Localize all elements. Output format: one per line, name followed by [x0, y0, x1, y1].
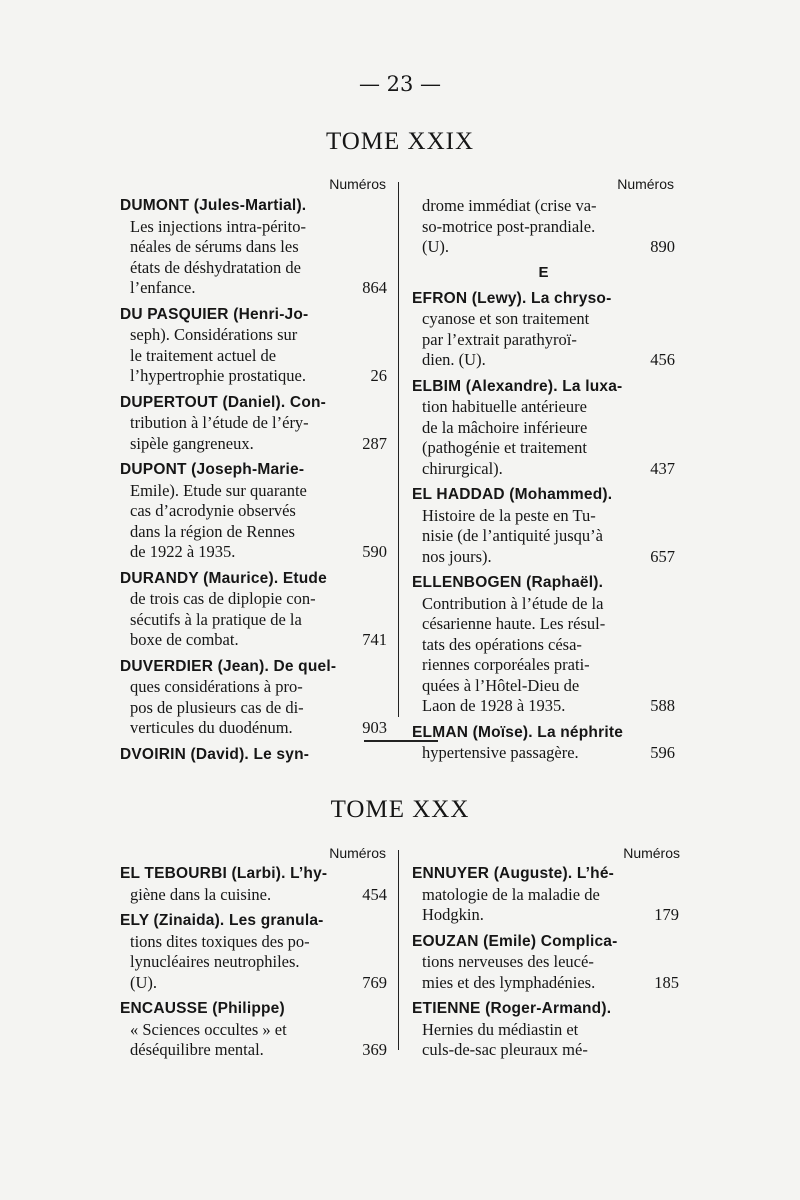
index-entry	[120, 911, 387, 993]
entries-left-column	[120, 864, 387, 1067]
entry-text-line: l’hypertrophie prostatique.	[130, 366, 306, 385]
entry-author: ELBIM (Alexandre). La luxa-	[412, 377, 623, 395]
entry-text-line: mies et des lymphadénies.	[422, 972, 596, 992]
entry-number: 864	[362, 278, 387, 297]
entry-author: DUPERTOUT (Daniel). Con-	[120, 393, 327, 411]
entry-text-line: dien. (U).	[422, 350, 486, 369]
index-entry	[412, 289, 675, 371]
column-header-left: Numéros	[329, 845, 386, 861]
index-entry	[120, 460, 387, 563]
index-entry	[120, 196, 387, 299]
entry-text-line: de 1922 à 1935.	[130, 542, 236, 561]
index-entry	[412, 377, 675, 480]
column-header-right: Numéros	[617, 176, 674, 192]
entry-text-line: seph). Considérations sur	[130, 325, 298, 344]
entry-text-line: tats des opérations césa-	[422, 634, 582, 654]
entry-author: DU PASQUIER (Henri-Jo-	[120, 305, 309, 323]
entry-text-line: Contribution à l’étude de la	[422, 593, 604, 613]
entries-right-column	[412, 196, 675, 770]
entry-text-line: (U).	[422, 237, 450, 256]
entry-number: 26	[370, 366, 387, 385]
entry-text-line: Hernies du médiastin et	[422, 1019, 579, 1039]
entry-text-line: césarienne haute. Les résul-	[422, 614, 606, 633]
index-entry	[412, 196, 675, 258]
entry-text-line: Laon de 1928 à 1935.	[422, 696, 566, 715]
entry-text-line: sipèle gangreneux.	[130, 433, 254, 453]
entry-text-line: (U).	[130, 972, 158, 992]
entry-text-line: de trois cas de diplopie con-	[130, 589, 316, 608]
entry-text-line: Hodgkin.	[422, 905, 484, 924]
tome-title: TOME XXX	[330, 796, 470, 823]
entry-author: ELLENBOGEN (Raphaël).	[412, 574, 604, 591]
entry-text-line: cas d’acrodynie observés	[130, 501, 296, 520]
entry-text-line: matologie de la maladie de	[422, 884, 600, 904]
entry-text-line: « Sciences occultes » et	[130, 1019, 287, 1039]
entries-right-column	[412, 864, 679, 1067]
index-entry	[120, 305, 387, 387]
entry-number: 369	[362, 1040, 387, 1059]
entry-text-line: boxe de combat.	[130, 630, 239, 649]
entry-number: 456	[650, 350, 675, 369]
entry-text-line: sécutifs à la pratique de la	[130, 609, 302, 629]
page-number: — 23 —	[358, 72, 442, 96]
entry-number: 903	[362, 718, 387, 737]
entry-text-line: tions dites toxiques des po-	[130, 931, 310, 951]
entry-number: 596	[650, 743, 675, 762]
column-divider	[398, 850, 399, 1050]
entry-text-line: dans la région de Rennes	[130, 521, 295, 541]
column-header-right: Numéros	[623, 845, 680, 861]
entry-author: ELMAN (Moïse). La néphrite	[412, 723, 624, 741]
entry-number: 588	[650, 696, 675, 715]
entry-number: 437	[650, 458, 675, 478]
entry-number: 454	[362, 884, 387, 904]
entry-text-line: verticules du duodénum.	[130, 718, 293, 737]
entry-number: 769	[362, 972, 387, 992]
index-entry	[412, 573, 675, 717]
entry-text-line: déséquilibre mental.	[130, 1040, 264, 1059]
entry-author: EOUZAN (Emile) Complica-	[412, 932, 618, 950]
entry-text-line: giène dans la cuisine.	[130, 884, 272, 904]
entry-number: 185	[654, 972, 679, 992]
entry-number: 890	[650, 237, 675, 256]
entry-number: 590	[362, 542, 387, 561]
entry-number: 657	[650, 546, 675, 566]
index-entry	[412, 864, 679, 926]
entry-text-line: Les injections intra-périto-	[130, 216, 306, 236]
entry-text-line: cyanose et son traitement	[422, 309, 590, 328]
entry-text-line: lynucléaires neutrophiles.	[130, 952, 300, 971]
entry-text-line: de la mâchoire inférieure	[422, 417, 588, 437]
entry-text-line: ques considérations à pro-	[130, 677, 303, 696]
entry-author: EL HADDAD (Mohammed).	[412, 486, 613, 503]
entry-author: ETIENNE (Roger-Armand).	[412, 1000, 612, 1017]
entry-text-line: nos jours).	[422, 546, 492, 566]
entry-text-line: tions nerveuses des leucé-	[422, 952, 594, 971]
entry-text-line: tribution à l’étude de l’éry-	[130, 413, 309, 432]
entry-author: ENCAUSSE (Philippe)	[120, 1000, 285, 1017]
entry-author: DUVERDIER (Jean). De quel-	[120, 657, 337, 675]
entry-number: 741	[362, 630, 387, 649]
index-entry	[120, 864, 387, 905]
entry-text-line: états de déshydratation de	[130, 257, 301, 277]
index-entry	[120, 569, 387, 651]
entry-author: DUMONT (Jules-Martial).	[120, 197, 307, 214]
entry-author: EFRON (Lewy). La chryso-	[412, 289, 612, 307]
index-entry	[412, 932, 679, 994]
entry-text-line: (pathogénie et traitement	[422, 438, 587, 457]
entry-text-line: pos de plusieurs cas de di-	[130, 697, 304, 717]
entry-author: ENNUYER (Auguste). L’hé-	[412, 865, 615, 882]
index-entry	[412, 485, 675, 567]
entry-text-line: riennes corporéales prati-	[422, 655, 590, 674]
entry-text-line: quées à l’Hôtel-Dieu de	[422, 675, 580, 695]
entry-text-line: Emile). Etude sur quarante	[130, 480, 307, 500]
index-entry	[120, 393, 387, 455]
column-header-left: Numéros	[329, 176, 386, 192]
entry-author: ELY (Zinaida). Les granula-	[120, 912, 324, 929]
section-separator	[364, 740, 438, 742]
tome-title: TOME XXIX	[325, 128, 475, 155]
entry-text-line: so-motrice post-prandiale.	[422, 216, 596, 236]
entry-author: DURANDY (Maurice). Etude	[120, 569, 327, 587]
entries-left-column	[120, 196, 387, 771]
entry-author: EL TEBOURBI (Larbi). L’hy-	[120, 865, 328, 882]
entry-text-line: tion habituelle antérieure	[422, 397, 587, 416]
entry-text-line: chirurgical).	[422, 458, 503, 478]
entry-text-line: l’enfance.	[130, 278, 196, 297]
index-entry	[120, 745, 387, 766]
entry-text-line: par l’extrait parathyroï-	[422, 329, 577, 349]
column-divider	[398, 182, 399, 717]
entry-text-line: hypertensive passagère.	[422, 743, 579, 762]
index-entry	[412, 999, 679, 1061]
entry-text-line: nisie (de l’antiquité jusqu’à	[422, 526, 603, 545]
entry-text-line: le traitement actuel de	[130, 345, 277, 365]
entry-number: 287	[362, 433, 387, 453]
entry-author: DVOIRIN (David). Le syn-	[120, 745, 310, 763]
entry-text-line: drome immédiat (crise va-	[422, 196, 597, 215]
index-entry	[412, 723, 675, 764]
index-entry	[120, 657, 387, 739]
entry-text-line: néales de sérums dans les	[130, 237, 299, 256]
entry-author: DUPONT (Joseph-Marie-	[120, 461, 305, 478]
index-entry	[120, 999, 387, 1061]
entry-text-line: Histoire de la peste en Tu-	[422, 505, 596, 525]
entry-text-line: culs-de-sac pleuraux mé-	[422, 1040, 588, 1059]
section-letter: E	[538, 263, 549, 281]
entry-number: 179	[654, 905, 679, 924]
